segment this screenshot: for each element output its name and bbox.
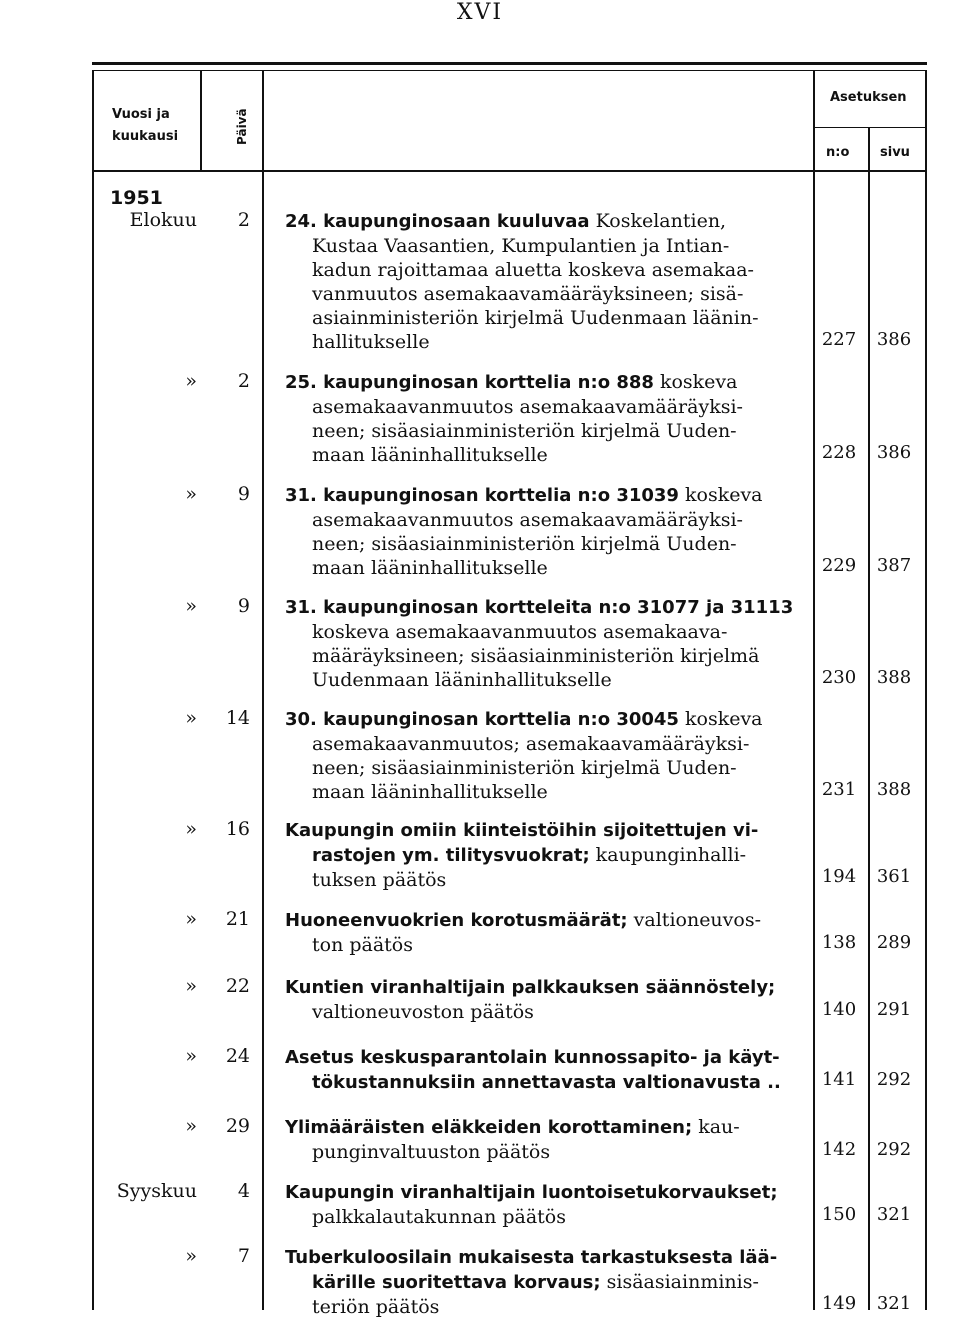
entry-text — [285, 483, 810, 580]
entry-day: 4 — [237, 1180, 250, 1202]
column-divider-left — [92, 70, 94, 1310]
entry-month: » — [185, 595, 197, 617]
entry-text-line: neen; sisäasiainministeriön kirjelmä Uuden- — [312, 757, 737, 779]
decree-page: 361 — [876, 866, 912, 887]
entry-text-line: 31. kaupunginosan kortteleita n:o 31077 ja 31113 — [285, 597, 794, 618]
entry-text-line: hallitukselle — [312, 331, 430, 353]
entry-month: » — [185, 1045, 197, 1067]
decree-number: 228 — [821, 442, 857, 463]
entry-day: 2 — [237, 209, 250, 231]
decree-number: 138 — [821, 932, 857, 953]
entry-day: 7 — [237, 1245, 250, 1267]
entry-text-line: koskeva asemakaavanmuutos asemakaava- — [312, 621, 728, 643]
entry-text-line: 25. kaupunginosan korttelia n:o 888 koskeva — [285, 371, 738, 393]
entry-text-line: asemakaavanmuutos asemakaavamääräyksi- — [312, 396, 743, 418]
decree-page: 321 — [876, 1293, 912, 1314]
entry-month: » — [185, 975, 197, 997]
decree-page: 292 — [876, 1069, 912, 1090]
decree-number: 150 — [821, 1204, 857, 1225]
entry-text — [285, 209, 810, 354]
top-rule — [92, 62, 927, 65]
entry-text-line: kärille suoritettava korvaus; sisäasiainminis- — [312, 1271, 759, 1293]
entry-day: 24 — [225, 1045, 250, 1067]
entry-text — [285, 1245, 810, 1319]
entry-text-line: maan lääninhallitukselle — [312, 557, 548, 579]
entry-text-line: 24. kaupunginosaan kuuluvaa Koskelantien, — [285, 210, 727, 232]
entry-text-line: Tuberkuloosilain mukaisesta tarkastuksesta lää- — [285, 1247, 778, 1268]
column-divider-day — [262, 70, 264, 1310]
entry-text-line: teriön päätös — [312, 1296, 440, 1318]
entry-text-line: maan lääninhallitukselle — [312, 444, 548, 466]
entry-month: Syyskuu — [116, 1180, 197, 1202]
entry-text-line: rastojen ym. tilitysvuokrat; kaupunginhalli- — [312, 844, 747, 866]
entry-text-line: kadun rajoittamaa aluetta koskeva asemakaa- — [312, 259, 754, 281]
entry-text — [285, 707, 810, 804]
entry-day: 16 — [225, 818, 250, 840]
decree-number: 231 — [821, 779, 857, 800]
decree-number: 149 — [821, 1293, 857, 1314]
entry-text — [285, 370, 810, 467]
entry-text-line: Kustaa Vaasantien, Kumpulantien ja Intian- — [312, 235, 730, 257]
entry-text-line: tökustannuksiin annettavasta valtionavusta .. — [312, 1072, 781, 1093]
entry-text — [285, 908, 810, 957]
header-date-column: Vuosi ja kuukausi — [112, 107, 179, 144]
entry-text-line: asemakaavanmuutos; asemakaavamääräyksi- — [312, 733, 750, 755]
entry-day: 9 — [237, 595, 250, 617]
decree-number: 194 — [821, 866, 857, 887]
entry-text — [285, 1045, 810, 1095]
entry-text-line: asemakaavanmuutos asemakaavamääräyksi- — [312, 509, 743, 531]
header-day-column: Päivä — [235, 108, 249, 145]
column-divider-text — [813, 70, 815, 1310]
entry-text-line: Kaupungin omiin kiinteistöihin sijoitettujen vi- — [285, 820, 759, 841]
entry-text-line: ton päätös — [312, 934, 413, 956]
entry-month: Elokuu — [129, 209, 197, 231]
entry-month: » — [185, 908, 197, 930]
entry-text-line: Asetus keskusparantolain kunnossapito- ja käyt- — [285, 1047, 780, 1068]
entry-text — [285, 818, 810, 892]
decree-page: 386 — [876, 442, 912, 463]
entry-day: 2 — [237, 370, 250, 392]
entry-text — [285, 595, 810, 692]
header-number-column: n:o — [826, 145, 850, 160]
column-divider-no — [868, 128, 870, 1310]
entry-text-line: neen; sisäasiainministeriön kirjelmä Uuden- — [312, 420, 737, 442]
entry-month: » — [185, 1115, 197, 1137]
decree-number: 227 — [821, 329, 857, 350]
entry-day: 21 — [225, 908, 250, 930]
entry-text-line: tuksen päätös — [312, 869, 447, 891]
entry-text-line: Kuntien viranhaltijain palkkauksen säännöstely; — [285, 977, 776, 998]
entry-month: » — [185, 818, 197, 840]
entry-text-line: määräyksineen; sisäasiainministeriön kirjelmä — [312, 645, 760, 667]
decree-number: 141 — [821, 1069, 857, 1090]
entry-day: 22 — [225, 975, 250, 997]
decree-page: 388 — [876, 667, 912, 688]
column-divider-date — [200, 70, 202, 170]
entry-text-line: 31. kaupunginosan korttelia n:o 31039 koskeva — [285, 484, 763, 506]
header-page-column: sivu — [880, 145, 910, 160]
entry-text-line: punginvaltuuston päätös — [312, 1141, 551, 1163]
decree-page: 289 — [876, 932, 912, 953]
page-number: XVI — [456, 0, 504, 25]
entry-text-line: Kaupungin viranhaltijain luontoisetukorvaukset; — [285, 1182, 778, 1203]
entry-day: 9 — [237, 483, 250, 505]
entry-text-line: neen; sisäasiainministeriön kirjelmä Uuden- — [312, 533, 737, 555]
column-divider-right — [925, 70, 927, 1310]
decree-page: 292 — [876, 1139, 912, 1160]
decree-number: 230 — [821, 667, 857, 688]
entry-text — [285, 1180, 810, 1229]
decree-number: 140 — [821, 999, 857, 1020]
entry-day: 29 — [225, 1115, 250, 1137]
decree-page: 321 — [876, 1204, 912, 1225]
decree-page: 291 — [876, 999, 912, 1020]
decree-page: 388 — [876, 779, 912, 800]
entry-text-line: Ylimääräisten eläkkeiden korottaminen; kau- — [285, 1116, 740, 1138]
entry-text-line: 30. kaupunginosan korttelia n:o 30045 koskeva — [285, 708, 763, 730]
header-bottom-rule — [92, 170, 927, 172]
entry-text — [285, 975, 810, 1024]
entry-text-line: Uudenmaan lääninhallitukselle — [312, 669, 612, 691]
entry-day: 14 — [225, 707, 250, 729]
entry-text-line: vanmuutos asemakaavamääräyksineen; sisä- — [312, 283, 744, 305]
year-label: 1951 — [110, 187, 163, 209]
decree-number: 229 — [821, 555, 857, 576]
entry-month: » — [185, 483, 197, 505]
decree-page: 387 — [876, 555, 912, 576]
header-decree-column: Asetuksen — [830, 90, 907, 105]
entry-text-line: palkkalautakunnan päätös — [312, 1206, 566, 1228]
entry-month: » — [185, 1245, 197, 1267]
entry-text-line: Huoneenvuokrien korotusmäärät; valtioneuvos- — [285, 909, 762, 931]
entry-text-line: valtioneuvoston päätös — [312, 1001, 534, 1023]
decree-page: 386 — [876, 329, 912, 350]
entry-month: » — [185, 707, 197, 729]
decree-number: 142 — [821, 1139, 857, 1160]
decree-header-rule — [815, 127, 927, 128]
entry-text-line: maan lääninhallitukselle — [312, 781, 548, 803]
entry-text-line: asiainministeriön kirjelmä Uudenmaan läänin- — [312, 307, 759, 329]
entry-text — [285, 1115, 810, 1164]
top-rule-thin — [92, 70, 927, 71]
entry-month: » — [185, 370, 197, 392]
